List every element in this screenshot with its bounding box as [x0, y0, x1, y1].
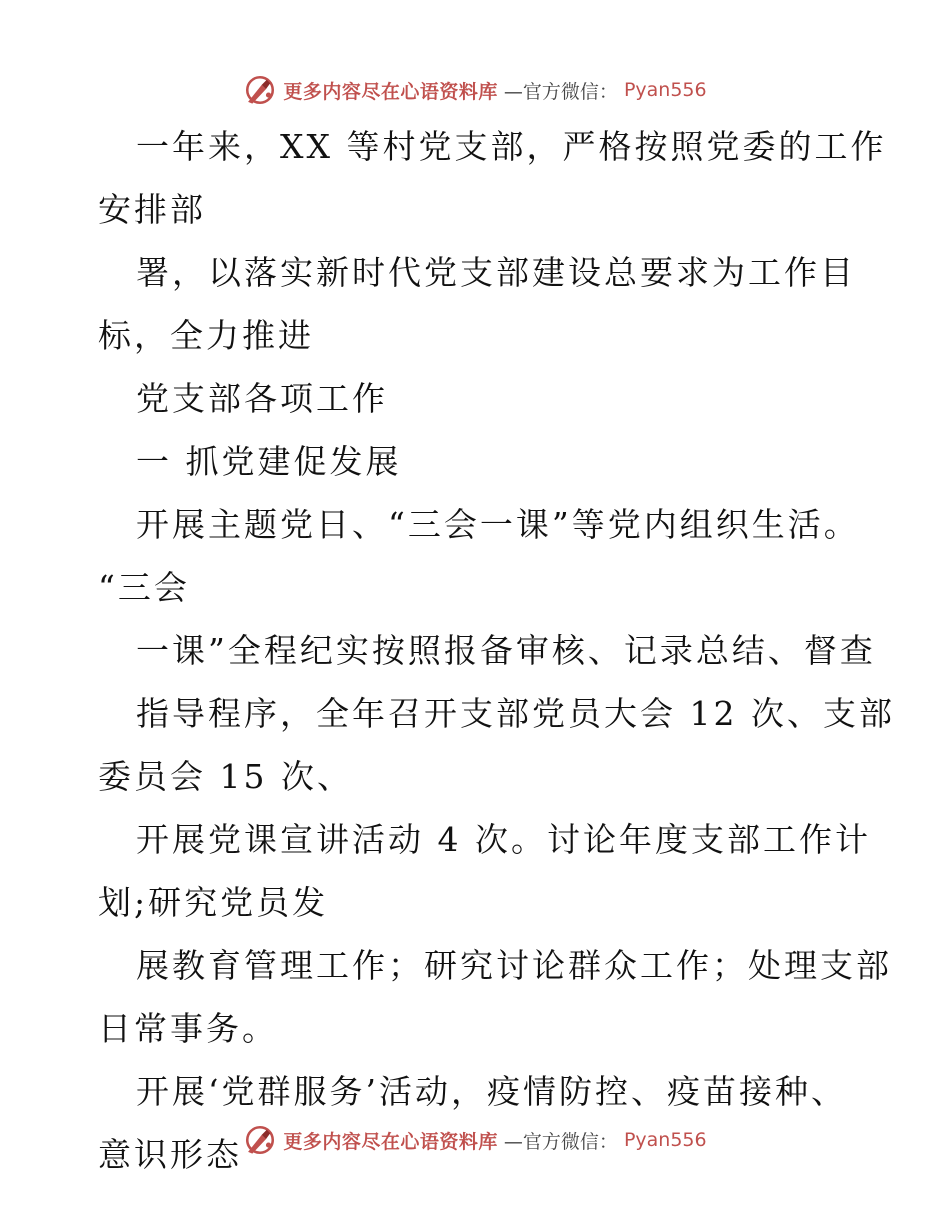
paragraph-7: 指导程序，全年召开支部党员大会 12 次、支部 委员会 15 次、 [98, 694, 895, 796]
section-heading: 一 抓党建促发展 [136, 442, 402, 481]
paragraph-10: 开展‘党群服务’活动，疫情防控、疫苗接种、 意识形态 [98, 1072, 847, 1174]
page-footer [0, 1120, 950, 1160]
page-header [0, 70, 950, 110]
watermark-handle: Pyan556 [623, 1129, 707, 1151]
paragraph-6: 一课”全程纪实按照报备审核、记录总结、督查 [136, 631, 876, 670]
watermark-separator: —官方微信： [503, 80, 618, 103]
paragraph-8: 开展党课宣讲活动 4 次。讨论年度支部工作计 划;研究党员发 [98, 820, 871, 922]
watermark-brand: 更多内容尽在心语资料库 [283, 80, 498, 103]
document-body [98, 115, 895, 1186]
watermark-brand: 更多内容尽在心语资料库 [283, 1130, 498, 1153]
paragraph-2: 署，以落实新时代党支部建设总要求为工作目 标，全力推进 [98, 253, 856, 355]
watermark-separator: —官方微信： [503, 1130, 618, 1153]
watermark-banner-top [243, 73, 706, 107]
paragraph-3: 党支部各项工作 [136, 379, 388, 418]
pen-logo-icon [243, 1123, 277, 1157]
paragraph-5: 开展主题党日、“三会一课”等党内组织生活。 “三会 [98, 505, 860, 607]
pen-logo-icon [243, 73, 277, 107]
paragraph-1: 一年来，XX 等村党支部，严格按照党委的工作 安排部 [98, 127, 887, 229]
paragraph-9: 展教育管理工作；研究讨论群众工作；处理支部 日常事务。 [98, 946, 892, 1048]
watermark-handle: Pyan556 [623, 79, 707, 101]
watermark-banner-bottom [243, 1123, 706, 1157]
